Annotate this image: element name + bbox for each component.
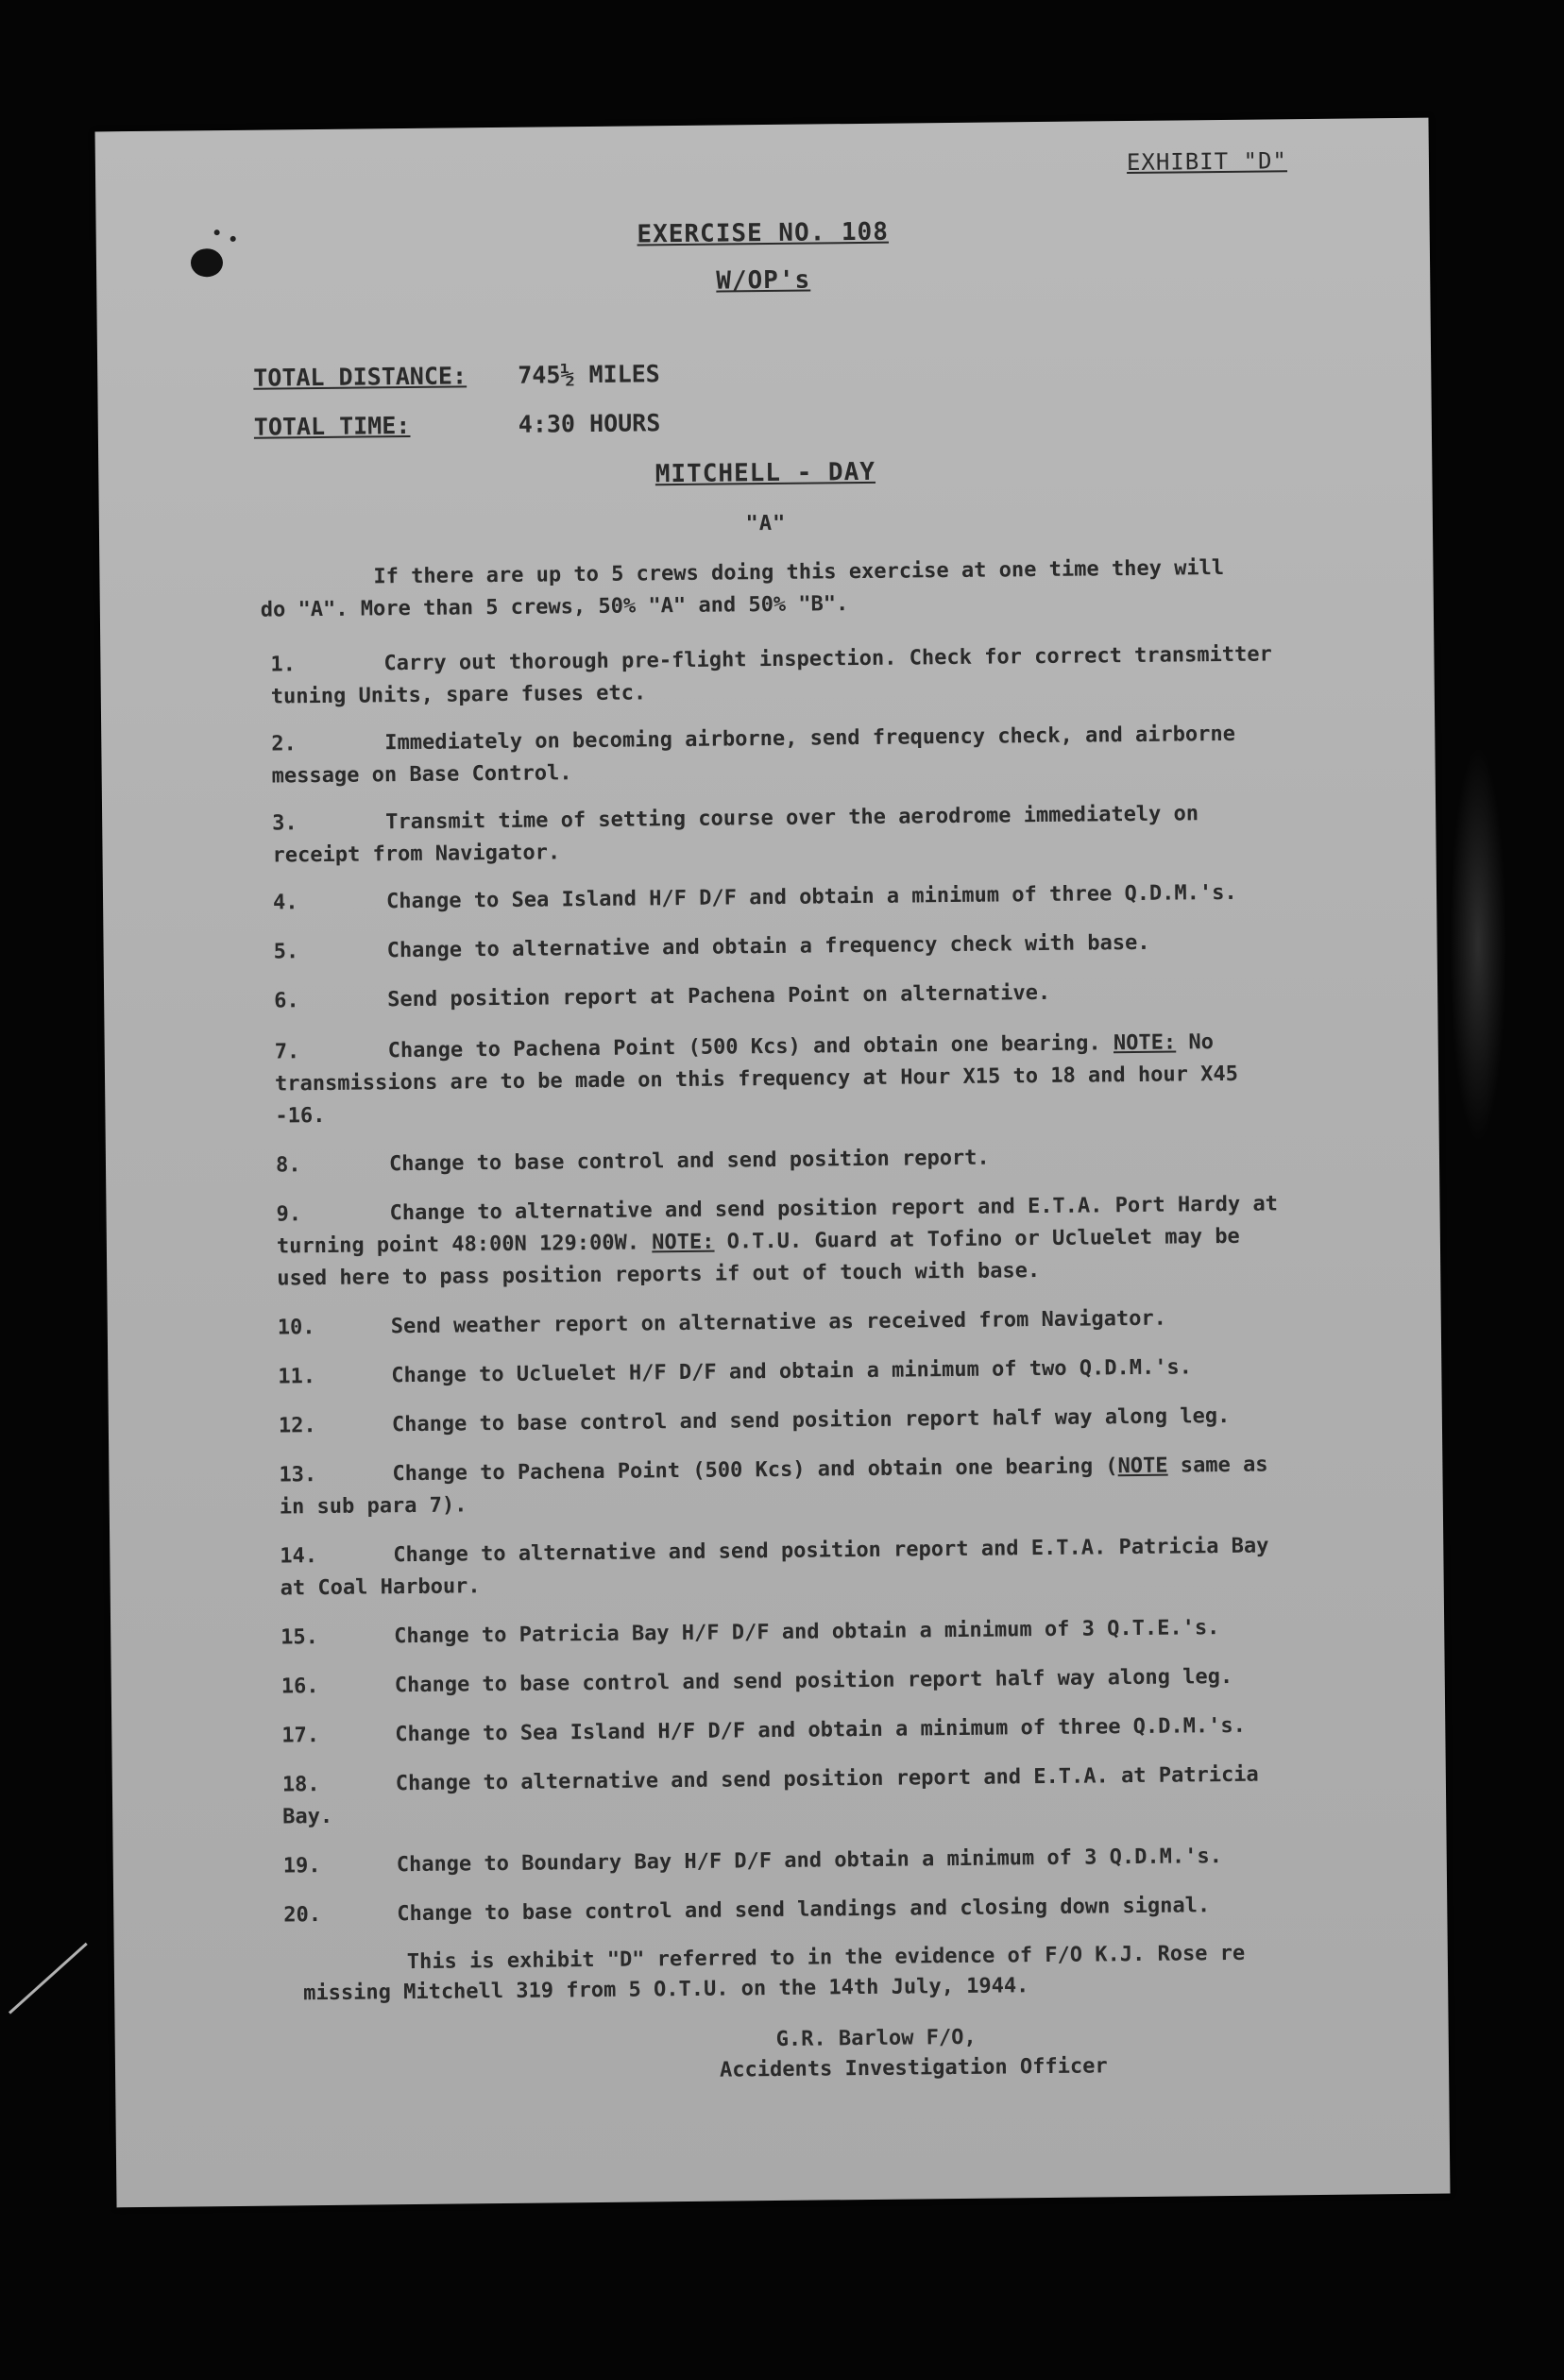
total-distance-row xyxy=(253,360,660,392)
item-number: 7. xyxy=(274,1040,300,1064)
item-text: Change to Ucluelet H/F D/F and obtain a minimum of two Q.D.M.'s. xyxy=(391,1355,1193,1388)
item-number: 3. xyxy=(272,811,298,836)
item-2 xyxy=(271,718,1283,792)
item-9 xyxy=(276,1188,1287,1295)
item-8 xyxy=(276,1139,1286,1182)
item-number: 11. xyxy=(278,1365,316,1389)
item-text: Change to alternative and send position report and E.T.A. Patricia Bay at Coal Harbour. xyxy=(280,1534,1269,1601)
item-text: Carry out thorough pre-flight inspection. Check for correct transmitter tuning Units, spare fuses etc. xyxy=(270,642,1272,709)
item-11 xyxy=(278,1351,1288,1393)
item-text: Change to base control and send position report half way along leg. xyxy=(391,1403,1231,1437)
item-5 xyxy=(273,926,1284,968)
item-number: 6. xyxy=(274,989,299,1013)
item-number: 12. xyxy=(278,1414,316,1438)
item-17 xyxy=(281,1709,1292,1752)
item-text: Transmit time of setting course over the aerodrome immediately on receipt from Navigator. xyxy=(272,802,1199,868)
item-13 xyxy=(279,1449,1290,1523)
total-distance-value: 745½ MILES xyxy=(518,360,660,389)
item-3 xyxy=(272,797,1284,872)
item-16 xyxy=(281,1660,1292,1703)
item-text: Change to Boundary Bay H/F D/F and obtain a minimum of 3 Q.D.M.'s. xyxy=(396,1844,1223,1878)
item-number: 8. xyxy=(275,1153,301,1178)
item-number: 16. xyxy=(280,1674,319,1699)
item-number: 14. xyxy=(280,1544,318,1569)
item-text: Change to base control and send position report half way along leg. xyxy=(394,1664,1233,1698)
exercise-subtitle: W/OP's xyxy=(716,265,811,296)
item-4 xyxy=(273,876,1284,919)
item-text: same as in sub para 7). xyxy=(279,1453,1268,1520)
item-6 xyxy=(274,975,1284,1017)
item-text: Change to Sea Island H/F D/F and obtain a minimum of three Q.D.M.'s. xyxy=(385,880,1237,914)
item-number: 20. xyxy=(283,1903,322,1928)
total-time-value: 4:30 HOURS xyxy=(518,409,661,438)
exhibit-label: EXHIBIT "D" xyxy=(1126,147,1288,177)
item-number: 9. xyxy=(276,1202,302,1227)
note-label: NOTE: xyxy=(652,1230,715,1255)
note-label: NOTE xyxy=(1117,1454,1168,1479)
item-text: No transmissions are to be made on this frequency at Hour X15 to 18 and hour X45 -16. xyxy=(274,1030,1239,1129)
item-number: 1. xyxy=(270,653,297,677)
item-15 xyxy=(280,1611,1291,1654)
document-page xyxy=(95,118,1451,2208)
item-text: Change to Patricia Bay H/F D/F and obtain a minimum of 3 Q.T.E.'s. xyxy=(394,1616,1220,1649)
item-number: 19. xyxy=(282,1854,321,1878)
intro-paragraph: If there are up to 5 crews doing this exercise at one time they will do "A". More than 5 crews, 50% "A" and 50% "B". xyxy=(260,555,1225,622)
item-number: 2. xyxy=(271,732,297,756)
film-artifact xyxy=(1450,746,1506,1143)
item-10 xyxy=(278,1301,1288,1344)
item-number: 17. xyxy=(281,1724,320,1748)
aircraft-heading: MITCHELL - DAY xyxy=(654,457,876,489)
signature-title: Accidents Investigation Officer xyxy=(719,2054,1108,2082)
item-text: Change to base control and send landings and closing down signal. xyxy=(397,1894,1211,1927)
note-label: NOTE: xyxy=(1113,1030,1177,1056)
item-text: Change to Pachena Point (500 Kcs) and obtain one bearing. xyxy=(387,1031,1114,1063)
signature-name: G.R. Barlow F/O, xyxy=(775,2025,977,2052)
item-text: Change to Pachena Point (500 Kcs) and obtain one bearing ( xyxy=(392,1454,1118,1487)
item-number: 18. xyxy=(281,1773,320,1797)
item-text: Change to alternative and send position report and E.T.A. Port Hardy at turning point 48:00N 129:00W. xyxy=(276,1192,1279,1259)
film-scratch xyxy=(8,1943,88,2014)
item-number: 4. xyxy=(272,891,298,915)
item-text: Immediately on becoming airborne, send frequency check, and airborne message on Base Control. xyxy=(271,722,1236,789)
item-7 xyxy=(275,1026,1286,1132)
item-20 xyxy=(283,1889,1294,1931)
item-19 xyxy=(283,1840,1294,1882)
item-18 xyxy=(282,1759,1294,1833)
closing-statement: This is exhibit "D" referred to in the evidence of F/O K.J. Rose re missing Mitchell 319 from 5 O.T.U. on the 14th July, 1944. xyxy=(303,1941,1246,2006)
item-number: 15. xyxy=(280,1625,319,1650)
item-12 xyxy=(279,1400,1289,1442)
exercise-title: EXERCISE NO. 108 xyxy=(637,217,890,249)
item-text: Change to base control and send position report. xyxy=(388,1146,990,1177)
item-number: 10. xyxy=(277,1316,315,1340)
item-14 xyxy=(280,1530,1291,1605)
total-time-row xyxy=(254,409,661,441)
item-text: Change to alternative and obtain a frequency check with base. xyxy=(386,930,1150,963)
item-number: 5. xyxy=(273,940,299,964)
item-text: Change to Sea Island H/F D/F and obtain a minimum of three Q.D.M.'s. xyxy=(395,1713,1247,1747)
section-label: "A" xyxy=(745,511,787,536)
item-text: Send weather report on alternative as received from Navigator. xyxy=(390,1306,1167,1339)
total-time-label: TOTAL TIME: xyxy=(253,411,411,441)
item-1 xyxy=(270,638,1282,713)
item-text: Send position report at Pachena Point on alternative. xyxy=(387,980,1051,1012)
item-text: O.T.U. Guard at Tofino or Ucluelet may be used here to pass position reports if out of touch with base. xyxy=(277,1224,1240,1291)
item-number: 13. xyxy=(279,1463,317,1488)
total-distance-label: TOTAL DISTANCE: xyxy=(253,362,468,392)
item-text: Change to alternative and send position report and E.T.A. at Patricia Bay. xyxy=(282,1762,1259,1829)
